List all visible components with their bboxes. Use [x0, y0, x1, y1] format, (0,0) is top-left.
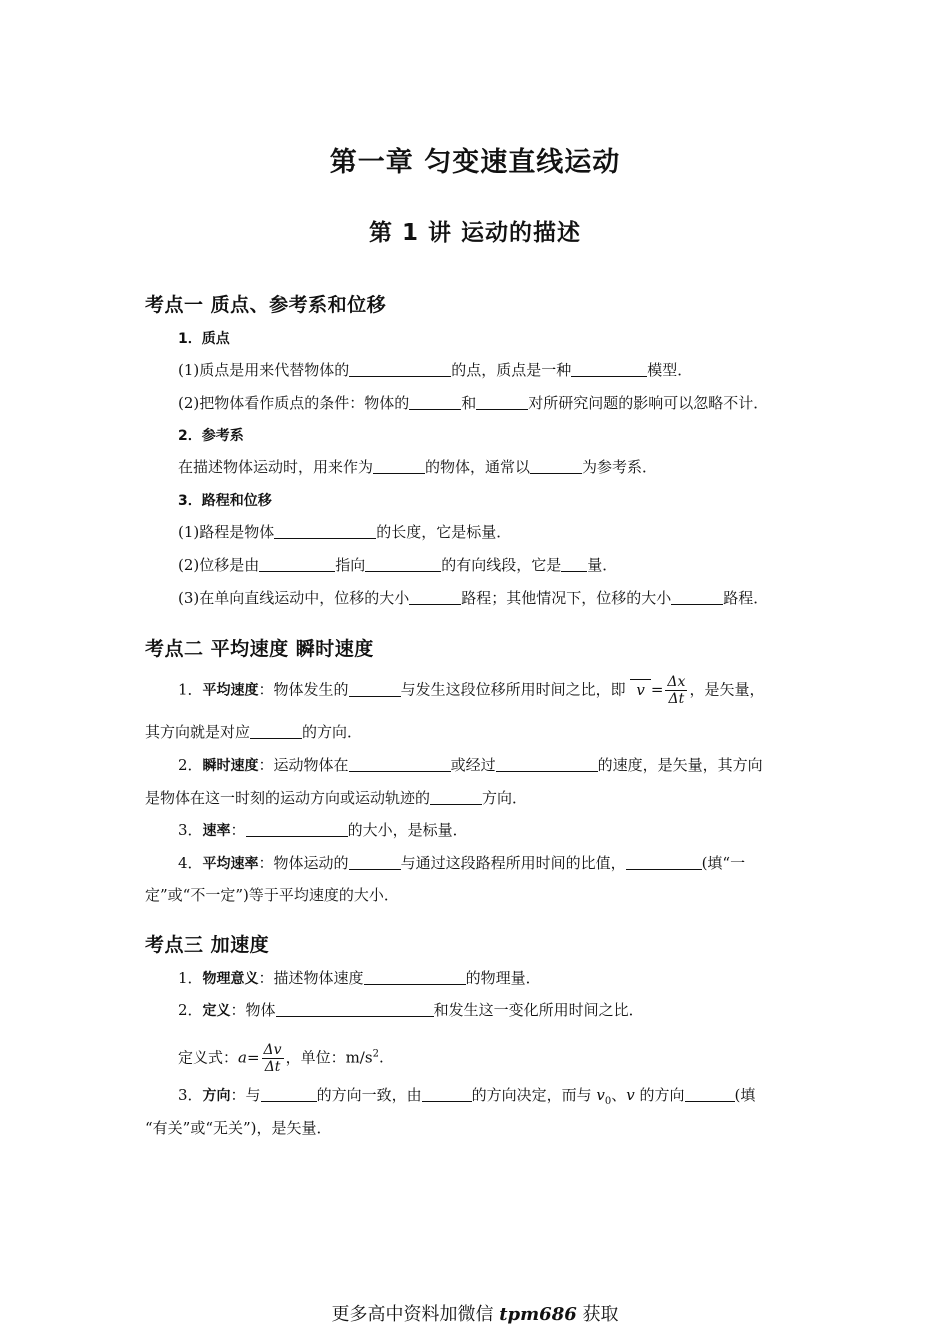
fill-blank[interactable] — [571, 361, 647, 377]
footer-note: 更多高中资料加微信 tpm686 获取 — [331, 1304, 619, 1325]
fill-blank[interactable] — [626, 854, 702, 870]
fill-blank[interactable] — [476, 394, 528, 410]
s1-para-4: (1)路程是物体 的长度，它是标量． — [178, 523, 512, 541]
fill-blank[interactable] — [373, 458, 425, 474]
fill-blank[interactable] — [276, 1001, 434, 1017]
s1-para-1: (1)质点是用来代替物体的 的点，质点是一种 模型． — [178, 361, 693, 379]
fill-blank[interactable] — [422, 1086, 472, 1102]
s3-item-2: 2．定义：物体 和发生这一变化所用时间之比． — [178, 1001, 644, 1019]
fill-blank[interactable] — [274, 523, 376, 539]
s2-item-1-cont: 其方向就是对应 的方向． — [145, 723, 363, 741]
fill-blank[interactable] — [364, 969, 466, 985]
fill-blank[interactable] — [246, 821, 348, 837]
s1-para-2: (2)把物体看作质点的条件：物体的 和 对所研究问题的影响可以忽略不计． — [178, 394, 769, 412]
s2-item-1: 1．平均速度：物体发生的 与发生这段位移所用时间之比，即 v = $\frac{\Delta x}{\Delta t}$ ，是矢量， — [178, 674, 765, 707]
s2-item-3: 3．速率： 的大小，是标量． — [178, 821, 468, 839]
fill-blank[interactable] — [349, 681, 401, 697]
fill-blank[interactable] — [261, 1086, 317, 1102]
s3-item-3: 3．方向：与 的方向一致，由 的方向决定，而与 $v_0$、v 的方向 (填 — [178, 1086, 756, 1107]
s2-item-4-cont: 定”或“不一定”)等于平均速度的大小． — [145, 886, 399, 904]
section-2-heading: 考点二 平均速度 瞬时速度 — [145, 638, 374, 660]
fill-blank[interactable] — [530, 458, 582, 474]
section-3-heading: 考点三 加速度 — [145, 934, 270, 956]
s1-subhead-3: 3．路程和位移 — [178, 493, 272, 509]
s3-item-1: 1．物理意义：描述物体速度 的物理量． — [178, 969, 541, 987]
average-velocity-symbol: v — [630, 679, 650, 700]
fill-blank[interactable] — [349, 361, 451, 377]
chapter-title: 第一章 匀变速直线运动 — [329, 147, 621, 178]
wechat-id: tpm686 — [499, 1304, 577, 1325]
fill-blank[interactable] — [250, 723, 302, 739]
s1-para-3: 在描述物体运动时，用来作为 的物体，通常以 为参考系． — [178, 458, 658, 476]
s1-subhead-2: 2．参考系 — [178, 428, 244, 444]
section-1-heading: 考点一 质点、参考系和位移 — [145, 294, 387, 316]
fill-blank[interactable] — [349, 854, 401, 870]
fill-blank[interactable] — [671, 589, 723, 605]
fill-blank[interactable] — [430, 789, 482, 805]
fill-blank[interactable] — [409, 589, 461, 605]
fill-blank[interactable] — [409, 394, 461, 410]
lesson-title: 第 1 讲 运动的描述 — [368, 220, 582, 246]
s1-para-5: (2)位移是由 指向 的有向线段，它是 量． — [178, 556, 618, 574]
s2-item-2-cont: 是物体在这一时刻的运动方向或运动轨迹的 方向． — [145, 789, 528, 807]
s3-definition: 定义式：a= $\frac{\Delta v}{\Delta t}$ ，单位：$m/s^2$. — [178, 1042, 384, 1075]
fill-blank[interactable] — [685, 1086, 735, 1102]
s2-item-4: 4．平均速率：物体运动的 与通过这段路程所用时间的比值， (填“一 — [178, 854, 746, 872]
fill-blank[interactable] — [259, 556, 335, 572]
fill-blank[interactable] — [365, 556, 441, 572]
fill-blank[interactable] — [349, 756, 451, 772]
s1-subhead-1: 1．质点 — [178, 331, 230, 347]
s3-item-3-cont: “有关”或“无关”)，是矢量． — [145, 1119, 332, 1137]
acceleration-fraction: $\frac{\Delta v}{\Delta t}$ — [263, 1042, 282, 1075]
s1-para-6: (3)在单向直线运动中，位移的大小 路程；其他情况下，位移的大小 路程． — [178, 589, 769, 607]
s2-item-2: 2．瞬时速度：运动物体在 或经过 的速度，是矢量，其方向 — [178, 756, 763, 774]
fill-blank[interactable] — [496, 756, 598, 772]
fill-blank[interactable] — [561, 556, 587, 572]
velocity-fraction: $\frac{\Delta x}{\Delta t}$ — [667, 674, 686, 707]
